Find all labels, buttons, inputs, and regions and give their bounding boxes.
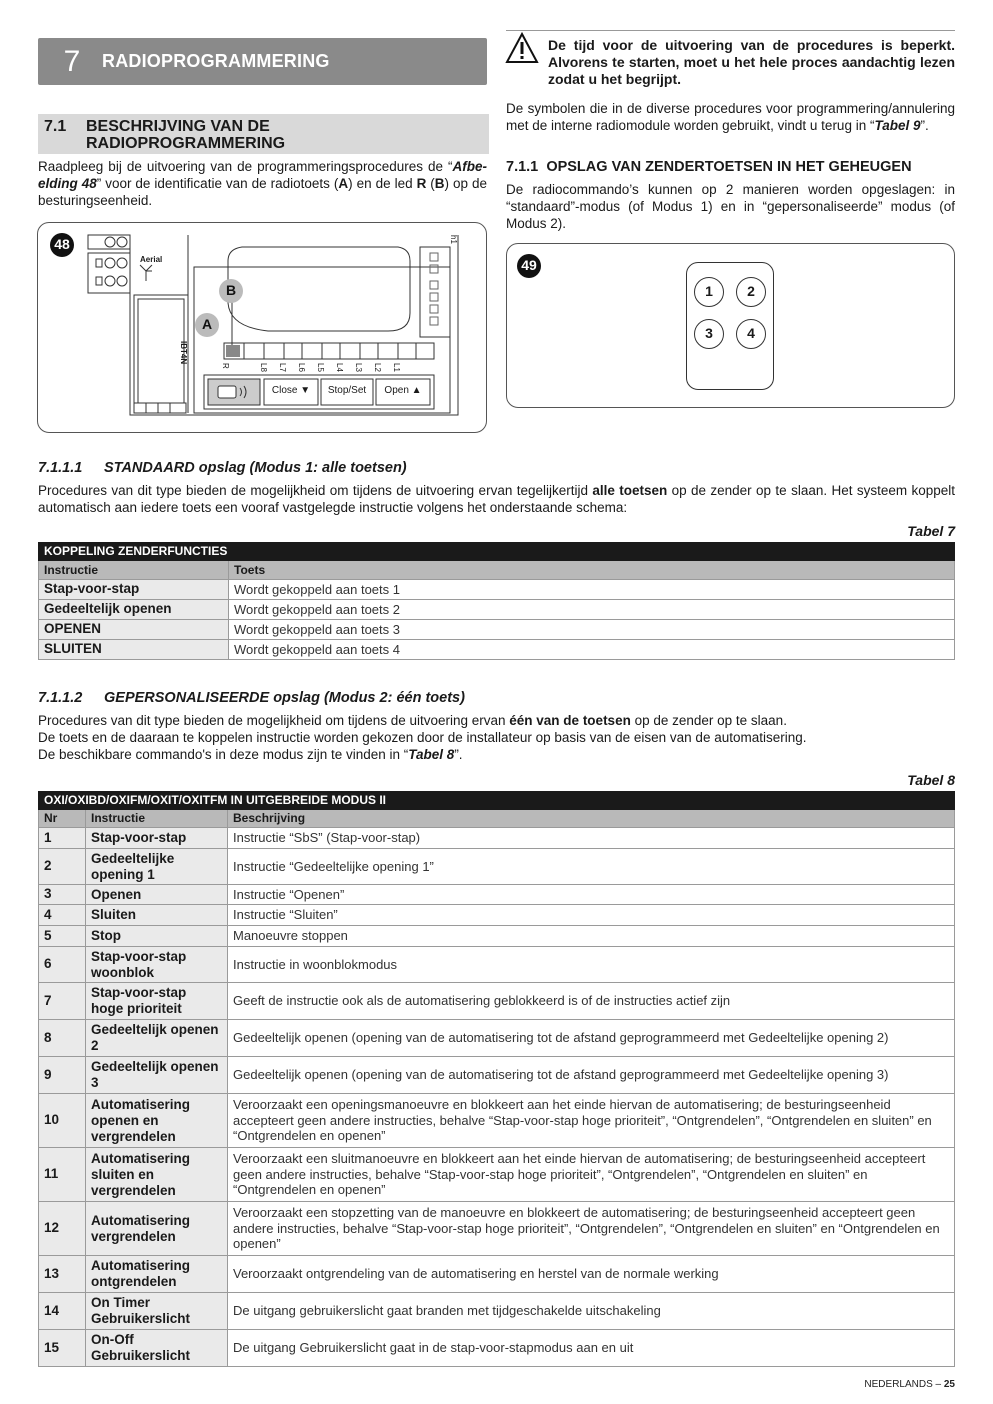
section-7-1-1-2-text [38, 712, 955, 763]
table-cell: Gedeeltelijk openen (opening van de automatisering tot de afstand geprogrammeerd met Gedeeltelijke opening 3) [228, 1057, 955, 1094]
warning-text: De tijd voor de uitvoering van de procedures is beperkt. Alvorens te starten, moet u het hele proces aandachtig lezen zodat u het begrijpt. [548, 37, 955, 87]
table-cell: 11 [39, 1148, 86, 1202]
table-cell: Wordt gekoppeld aan toets 2 [229, 600, 955, 620]
table-header: Nr [39, 810, 86, 828]
intro-text: Raadpleeg bij de uitvoering van de programmeringsprocedures de “ [38, 159, 453, 174]
table-cell: Geeft de instructie ook als de automatisering geblokkeerd is of de instructies actief zijn [228, 983, 955, 1020]
table-cell: 12 [39, 1202, 86, 1256]
table-cell: Automatisering ontgrendelen [86, 1256, 228, 1293]
table-cell: Stap-voor-stap woonblok [86, 947, 228, 983]
table-cell: Veroorzaakt ontgrendeling van de automatisering en herstel van de normale werking [228, 1256, 955, 1293]
table-cell: 8 [39, 1020, 86, 1057]
remote-control [686, 262, 774, 390]
table-cell: Openen [86, 885, 228, 905]
table-cell: 7 [39, 983, 86, 1020]
section-title-line2: RADIOPROGRAMMERING [86, 135, 286, 152]
intro-r: R [416, 176, 427, 191]
table-row [39, 849, 955, 885]
table-row [39, 926, 955, 947]
control-board-drawing [38, 223, 488, 434]
figure-49 [506, 243, 955, 408]
table-row [39, 1020, 955, 1057]
table-cell: Wordt gekoppeld aan toets 3 [229, 620, 955, 640]
table-cell: Automatisering openen en vergrendelen [86, 1094, 228, 1148]
intro-text: ) op de besturingseenheid. [38, 176, 488, 208]
table-row [39, 580, 955, 600]
section-7-1-heading [38, 114, 489, 154]
table-cell: 10 [39, 1094, 86, 1148]
page-number: 25 [943, 1379, 955, 1390]
table-cell: Automatisering vergrendelen [86, 1202, 228, 1256]
body-text-bold: één van de toetsen [509, 713, 631, 728]
table-cell: Gedeeltelijk openen [39, 600, 229, 620]
section-7-1-1-2-heading [38, 689, 465, 707]
table-cell: 3 [39, 885, 86, 905]
table-row [39, 1057, 955, 1094]
stop-set-button: Stop/Set [327, 385, 367, 396]
figure-badge: 49 [517, 254, 541, 278]
warning-rule [506, 30, 955, 31]
section-7-1-1-heading [506, 158, 912, 176]
section-title: OPSLAG VAN ZENDERTOETSEN IN HET GEHEUGEN [546, 159, 912, 175]
intro-text: ( [426, 176, 435, 191]
led-label-l6: L6 [297, 363, 306, 372]
section-title: GEPERSONALISEERDE opslag (Modus 2: één toets) [104, 690, 465, 706]
table-row [39, 885, 955, 905]
label-a: A [195, 313, 219, 337]
table-row [39, 1202, 955, 1256]
table-cell: Instructie in woonblokmodus [228, 947, 955, 983]
intro-text: ” voor de identificatie van de radiotoets ( [96, 176, 339, 191]
intro-text: ) en de led [348, 176, 417, 191]
label-b: B [219, 279, 243, 303]
led-labels [221, 363, 436, 377]
table-cell: Stop [86, 926, 228, 947]
table-cell: 4 [39, 905, 86, 926]
figure-badge: 48 [50, 233, 74, 257]
table-cell: Sluiten [86, 905, 228, 926]
body-text: De beschikbare commando's in deze modus zijn te vinden in “ [38, 747, 409, 762]
table-cell: 1 [39, 828, 86, 849]
aerial-label: Aerial [140, 255, 163, 264]
symbols-text: ”. [920, 118, 929, 133]
table-cell: Instructie “Sluiten” [228, 905, 955, 926]
table-8 [38, 791, 955, 1367]
table-cell: OPENEN [39, 620, 229, 640]
warning-icon [505, 32, 539, 64]
led-label-l3: L3 [354, 363, 363, 372]
remote-key-2: 2 [736, 277, 766, 307]
table-header: Instructie [86, 810, 228, 828]
led-label-l2: L2 [373, 363, 382, 372]
section-7-1-1-text: De radiocommando’s kunnen op 2 manieren worden opgeslagen: in “standaard”-modus (of Modus 1) en in “gepersonaliseerde” modus (of Modus 2). [506, 182, 955, 231]
footer-language: NEDERLANDS – [864, 1379, 944, 1390]
table-cell: On-Off Gebruikerslicht [86, 1330, 228, 1367]
remote-key-4: 4 [736, 319, 766, 349]
led-label-l4: L4 [335, 363, 344, 372]
led-label-l1: L1 [392, 363, 401, 372]
page-footer [864, 1379, 955, 1392]
led-label-r: R [221, 363, 230, 369]
remote-key-3: 3 [694, 319, 724, 349]
table-row [39, 1148, 955, 1202]
table-7 [38, 542, 955, 660]
table-row [39, 947, 955, 983]
table-cell: Stap-voor-stap hoge prioriteit [86, 983, 228, 1020]
table-cell: Instructie “Gedeeltelijke opening 1” [228, 849, 955, 885]
table-cell: Gedeeltelijk openen 3 [86, 1057, 228, 1094]
table-row [39, 600, 955, 620]
table-cell: SLUITEN [39, 640, 229, 660]
table-cell: 5 [39, 926, 86, 947]
section-number: 7.1.1.1 [38, 460, 83, 476]
table-row [39, 1330, 955, 1367]
table-cell: Manoeuvre stoppen [228, 926, 955, 947]
table-cell: Veroorzaakt een openingsmanoeuvre en blokkeert aan het einde hiervan de automatisering; de besturingseenheid accepteert geen andere instructies, behalve “Stap-voor-stap hoge prioriteit”, “Ontgrendelen”, “Ontgrendelen en sluiten” en “Ontgrendelen en openen” [228, 1094, 955, 1148]
section-number: 7.1.1 [506, 159, 539, 175]
table-row [39, 828, 955, 849]
table-cell: 6 [39, 947, 86, 983]
table-cell: Stap-voor-stap [86, 828, 228, 849]
table-row [39, 620, 955, 640]
table-cell: 13 [39, 1256, 86, 1293]
table-cell: 14 [39, 1293, 86, 1330]
intro-paragraph [38, 158, 487, 209]
led-label-l8: L8 [259, 363, 268, 372]
table-caption: OXI/OXIBD/OXIFM/OXIT/OXITFM IN UITGEBREIDE MODUS II [39, 792, 955, 810]
led-label-l7: L7 [278, 363, 287, 372]
chapter-title: RADIOPROGRAMMERING [102, 51, 330, 72]
table-cell: 9 [39, 1057, 86, 1094]
table-header: Instructie [39, 561, 229, 580]
table-cell: Veroorzaakt een sluitmanoeuvre en blokkeert aan het einde hiervan de automatisering; de besturingseenheid accepteert geen andere instructies, behalve “Stap-voor-stap hoge prioriteit”, “Ontgrendelen”, “Ontgrendelen en sluiten” en “Ontgrendelen en openen” [228, 1148, 955, 1202]
section-7-1-1-1-heading [38, 459, 407, 477]
h1-label: h1 [449, 235, 458, 244]
table-cell: Gedeeltelijk openen (opening van de automatisering tot de afstand geprogrammeerd met Gedeeltelijke opening 2) [228, 1020, 955, 1057]
table-row [39, 1094, 955, 1148]
body-text: Procedures van dit type bieden de mogelijkheid om tijdens de uitvoering ervan tegelijkertijd [38, 483, 593, 498]
table-7-label: Tabel 7 [907, 523, 955, 539]
close-button: Close ▼ [271, 385, 311, 396]
table-cell: Veroorzaakt een stopzetting van de manoeuvre en blokkeert de automatisering; de besturingseenheid accepteert geen andere instructies, behalve “Stap-voor-stap hoge prioriteit”, “Ontgrendelen”, “Ontgrendelen en sluiten” en “Ontgrendelen en openen” [228, 1202, 955, 1256]
table-cell: 15 [39, 1330, 86, 1367]
section-title: STANDAARD opslag (Modus 1: alle toetsen) [104, 460, 407, 476]
table-row [39, 640, 955, 660]
led-label-l5: L5 [316, 363, 325, 372]
board-label: IBT4N [179, 341, 188, 365]
table-cell: De uitgang gebruikerslicht gaat branden met tijdgeschakelde uitschakeling [228, 1293, 955, 1330]
body-text-bold: alle toetsen [592, 483, 668, 498]
symbols-text: De symbolen die in de diverse procedures voor programmering/annulering met de interne radiomodule worden gebruikt, vindt u terug in “ [506, 101, 955, 133]
table-cell: Gedeeltelijk openen 2 [86, 1020, 228, 1057]
table-row [39, 1256, 955, 1293]
body-text: op de zender op te slaan. [630, 713, 787, 728]
intro-b: B [434, 176, 445, 191]
section-7-1-1-1-text [38, 482, 955, 516]
figure-48 [37, 222, 487, 433]
table-header: Beschrijving [228, 810, 955, 828]
table-header: Toets [229, 561, 955, 580]
table-cell: De uitgang Gebruikerslicht gaat in de stap-voor-stapmodus aan en uit [228, 1330, 955, 1367]
remote-key-1: 1 [694, 277, 724, 307]
symbols-table-ref: Tabel 9 [874, 118, 921, 133]
chapter-header [38, 38, 487, 85]
table-cell: Wordt gekoppeld aan toets 1 [229, 580, 955, 600]
intro-a: A [338, 176, 349, 191]
body-text: De toets en de daaraan te koppelen instructie worden gekozen door de installateur op basis van de eisen van de automatisering. [38, 730, 807, 745]
table-cell: Instructie “SbS” (Stap-voor-stap) [228, 828, 955, 849]
table-cell: Gedeeltelijke opening 1 [86, 849, 228, 885]
body-table-ref: Tabel 8 [408, 747, 455, 762]
intro-figure-ref: Afbe-elding 48 [38, 159, 487, 191]
body-text: op de zender op te slaan. Het systeem koppelt automatisch aan iedere toets een vooraf vastgelegde instructie volgens het onderstaande schema: [38, 483, 955, 515]
symbols-paragraph [506, 100, 955, 134]
table-cell: 2 [39, 849, 86, 885]
table-cell: Automatisering sluiten en vergrendelen [86, 1148, 228, 1202]
open-button: Open ▲ [384, 385, 422, 396]
section-title [86, 118, 336, 150]
table-caption: KOPPELING ZENDERFUNCTIES [39, 543, 955, 561]
table-cell: On Timer Gebruikerslicht [86, 1293, 228, 1330]
table-row [39, 1293, 955, 1330]
body-text: Procedures van dit type bieden de mogelijkheid om tijdens de uitvoering ervan [38, 713, 510, 728]
table-8-label: Tabel 8 [907, 772, 955, 788]
table-cell: Instructie “Openen” [228, 885, 955, 905]
section-number: 7.1.1.2 [38, 690, 83, 706]
table-row [39, 905, 955, 926]
chapter-number: 7 [63, 44, 81, 78]
table-cell: Stap-voor-stap [39, 580, 229, 600]
body-text: ”. [454, 747, 463, 762]
section-title-line1: BESCHRIJVING VAN DE [86, 118, 270, 135]
table-row [39, 983, 955, 1020]
section-number: 7.1 [44, 118, 67, 135]
table-cell: Wordt gekoppeld aan toets 4 [229, 640, 955, 660]
